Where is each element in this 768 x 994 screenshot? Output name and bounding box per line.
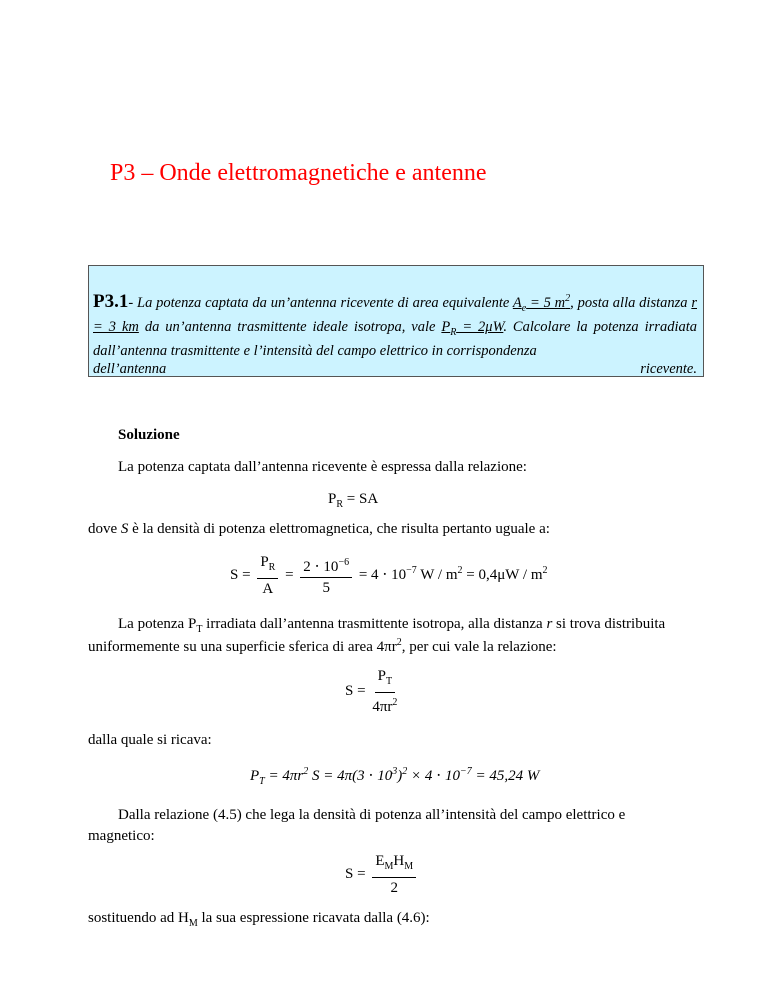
paragraph-3-cont: uniformemente su una superficie sferica di area $4\pi r^2$, per cui vale la relazione:	[88, 637, 557, 655]
equation-2: S = $\frac{P_R}{A}$ = $\frac{2 \cdot 10^{-6}}{5}$ = $4 \cdot 10^{-7}$ $W / m^2 = 0,4\mu W / m^2$	[230, 554, 548, 597]
paragraph-1: La potenza captata dall’antenna ricevente è espressa dalla relazione:	[118, 459, 527, 475]
paragraph-2: dove S è la densità di potenza elettromagnetica, che risulta pertanto uguale a:	[88, 521, 550, 537]
fraction-pt: $\frac{P_T}{4\pi r^2}$	[372, 668, 398, 715]
equation-4: $P_T = 4\pi r^2$ $S = 4\pi(3 \cdot 10^3)^2 \times 4 \cdot 10^{-7} = 45,24$ W	[250, 766, 540, 787]
paragraph-5: Dalla relazione (4.5) che lega la densità di potenza all’intensità del campo elettrico e	[118, 807, 626, 823]
equation-5: S = $\frac{E_MH_M}{2}$	[345, 852, 419, 897]
paragraph-5-cont: magnetico:	[88, 828, 155, 844]
equation-1: $P_R$ = SA	[328, 491, 379, 510]
page-title: P3 – Onde elettromagnetiche e antenne	[110, 160, 487, 186]
problem-number: P3.1	[93, 290, 129, 312]
paragraph-6: sostituendo ad $H_M$ la sua espressione ricavata dalla (4.6):	[88, 910, 430, 929]
fraction-pr-a: $\frac{P_R}{A}$	[257, 553, 278, 598]
fraction-value: $\frac{2 \cdot 10^{-6}}{5}$	[300, 554, 352, 597]
fraction-em-hm: $\frac{E_MH_M}{2}$	[372, 852, 416, 897]
problem-statement: P3.1- La potenza captata da un’antenna ricevente di area equivalente $A_e = 5$ $m^2$, posta alla distanza r = 3 km da un’antenna trasmittente ideale isotropa, vale $P_R = 2\mu W$. Calcolare la potenza irradiata dall’antenna trasmittente e l’intensità del campo elettrico in corrispondenza dell’antenna ricevente.	[93, 290, 698, 377]
solution-heading: Soluzione	[118, 427, 180, 443]
equation-3: S = $\frac{P_T}{4\pi r^2}$	[345, 668, 398, 715]
paragraph-4: dalla quale si ricava:	[88, 732, 212, 748]
paragraph-3: La potenza $P_T$ irradiata dall’antenna trasmittente isotropa, alla distanza r si trova distribuita	[118, 616, 666, 635]
problem-last-line: dell’antenna ricevente.	[93, 360, 697, 377]
